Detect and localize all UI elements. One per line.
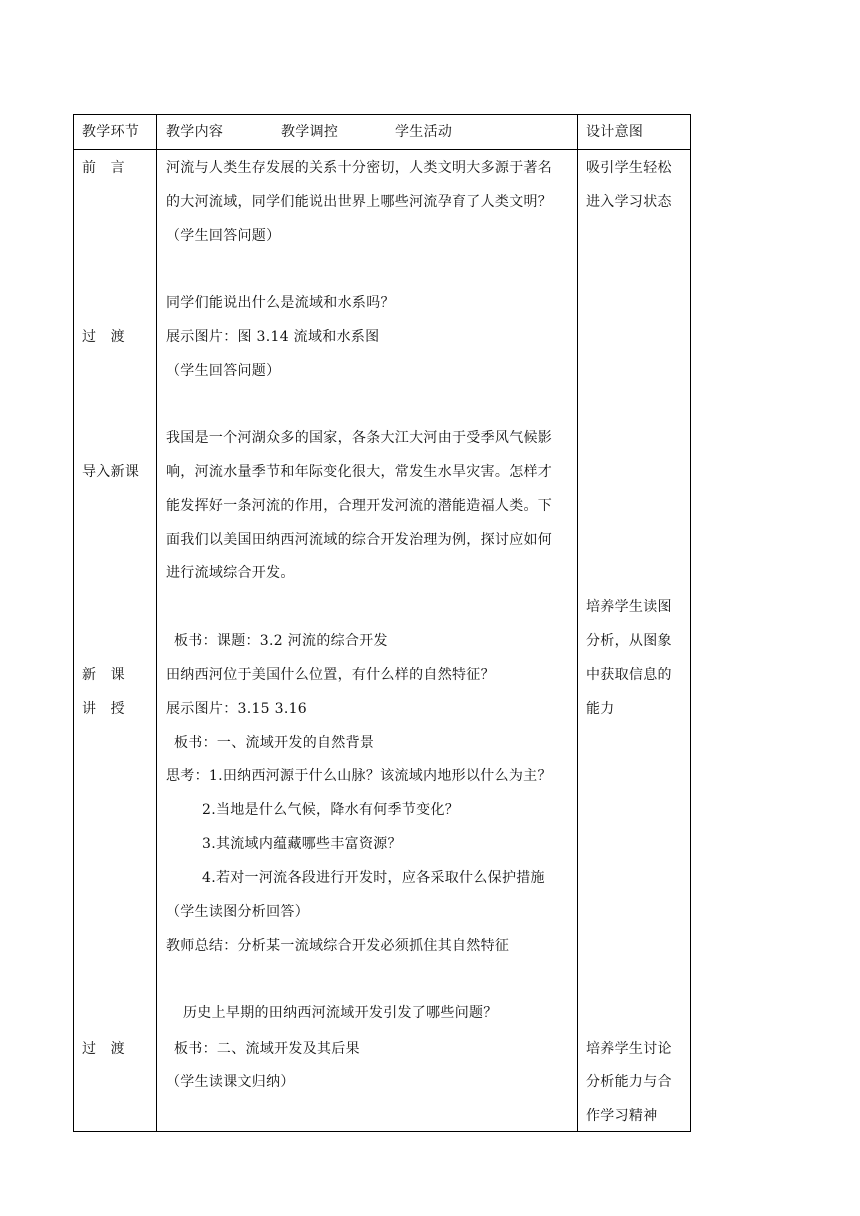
- content-line: 田纳西河位于美国什么位置，有什么样的自然特征？: [166, 667, 495, 683]
- table-divider-1: [156, 114, 157, 1132]
- content-line: （学生回答问题）: [166, 363, 281, 379]
- header-activity: 学生活动: [395, 124, 453, 140]
- content-line: 思考：1.田纳西河源于什么山脉？该流域内地形以什么为主？: [166, 768, 552, 784]
- content-line: 面我们以美国田纳西河流域的综合开发治理为例，探讨应如何: [166, 532, 553, 548]
- table-border-left: [73, 114, 74, 1132]
- header-stage: 教学环节: [82, 124, 140, 140]
- content-line: 展示图片：图 3.14 流域和水系图: [166, 329, 380, 345]
- intent-line: 中获取信息的: [586, 667, 672, 683]
- table-border-top: [73, 114, 691, 115]
- stage-new-lesson: 新 课: [82, 667, 125, 683]
- intent-line: 分析能力与合: [586, 1074, 672, 1090]
- content-line: 的大河流域，同学们能说出世界上哪些河流孕育了人类文明？: [166, 194, 553, 210]
- content-line: 板书：课题：3.2 河流的综合开发: [174, 633, 388, 649]
- stage-teaching: 讲 授: [82, 701, 125, 717]
- intent-line: 能力: [586, 701, 615, 717]
- stage-transition-2: 过 渡: [82, 1041, 125, 1057]
- table-divider-2: [577, 114, 578, 1132]
- header-intent: 设计意图: [586, 124, 644, 140]
- intent-line: 进入学习状态: [586, 194, 672, 210]
- content-line: 板书：一、流域开发的自然背景: [174, 735, 375, 751]
- intent-line: 吸引学生轻松: [586, 160, 672, 176]
- table-border-bottom: [73, 1131, 691, 1132]
- stage-introduction: 导入新课: [82, 464, 140, 480]
- header-row-divider: [73, 149, 691, 150]
- intent-line: 作学习精神: [586, 1108, 658, 1124]
- intent-line: 培养学生读图: [586, 599, 672, 615]
- content-line: 板书：二、流域开发及其后果: [174, 1041, 360, 1057]
- content-line: 教师总结：分析某一流域综合开发必须抓住其自然特征: [166, 938, 510, 954]
- content-line: （学生读图分析回答）: [166, 904, 309, 920]
- table-border-right: [690, 114, 691, 1132]
- content-line: 河流与人类生存发展的关系十分密切，人类文明大多源于著名: [166, 160, 553, 176]
- content-line: 我国是一个河湖众多的国家，各条大江大河由于受季风气候影: [166, 430, 553, 446]
- intent-line: 培养学生讨论: [586, 1041, 672, 1057]
- intent-line: 分析，从图象: [586, 633, 672, 649]
- header-content: 教学内容: [166, 124, 224, 140]
- content-line: 历史上早期的田纳西河流域开发引发了哪些问题？: [183, 1005, 498, 1021]
- header-control: 教学调控: [281, 124, 339, 140]
- content-line: 进行流域综合开发。: [166, 565, 295, 581]
- content-line: 展示图片：3.15 3.16: [166, 701, 307, 717]
- stage-transition-1: 过 渡: [82, 329, 125, 345]
- content-line: （学生回答问题）: [166, 228, 281, 244]
- content-line: 能发挥好一条河流的作用，合理开发河流的潜能造福人类。下: [166, 498, 553, 514]
- content-line: 同学们能说出什么是流域和水系吗？: [166, 295, 395, 311]
- content-line: 2.当地是什么气候，降水有何季节变化？: [202, 802, 460, 818]
- content-line: 4.若对一河流各段进行开发时，应各采取什么保护措施: [202, 870, 545, 886]
- stage-preface: 前 言: [82, 160, 125, 176]
- content-line: 响，河流水量季节和年际变化很大，常发生水旱灾害。怎样才: [166, 464, 553, 480]
- content-line: （学生读课文归纳）: [166, 1074, 295, 1090]
- content-line: 3.其流域内蕴藏哪些丰富资源？: [202, 836, 402, 852]
